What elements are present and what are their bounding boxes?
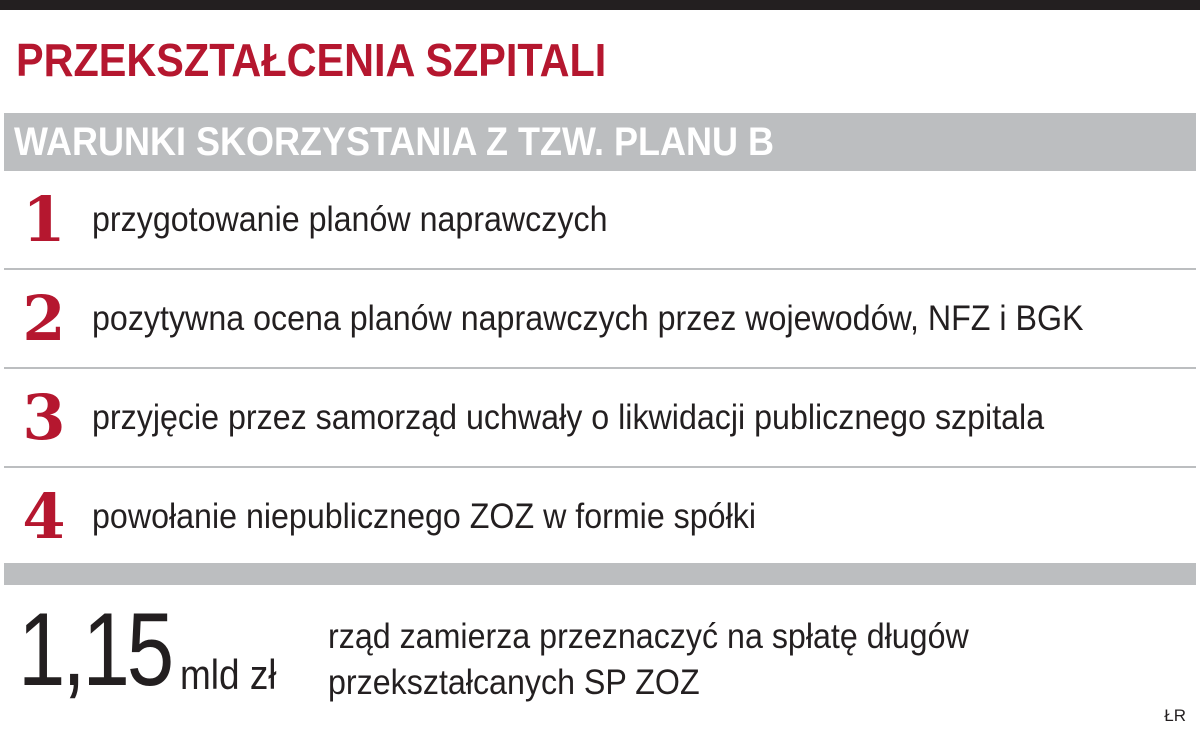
step-text: powołanie niepublicznego ZOZ w formie spółki (92, 497, 757, 536)
step-number: 1 (22, 183, 66, 256)
step-number: 2 (22, 282, 66, 355)
step-number: 4 (22, 480, 66, 553)
stat-unit: mld zł (180, 651, 277, 698)
step-row-1 (4, 171, 1196, 270)
stat-description-line: przekształcanych SP ZOZ (328, 663, 700, 702)
step-text: przygotowanie planów naprawczych (92, 200, 608, 239)
step-row-3 (4, 369, 1196, 468)
page-title: PRZEKSZTAŁCENIA SZPITALI (16, 34, 607, 86)
step-text: pozytywna ocena planów naprawczych przez wojewodów, NFZ i BGK (92, 299, 1084, 338)
step-row-4 (4, 468, 1196, 567)
step-row-2 (4, 270, 1196, 369)
top-rule (0, 0, 1200, 10)
step-number: 3 (22, 381, 66, 454)
step-text: przyjęcie przez samorząd uchwały o likwidacji publicznego szpitala (92, 398, 1045, 437)
stat-description (328, 614, 1128, 706)
bottom-band (4, 563, 1196, 585)
stat-description-line: rząd zamierza przeznaczyć na spłatę długów (328, 617, 969, 656)
stat-value: 1,15 (18, 592, 171, 708)
author-credit: ŁR (1164, 706, 1186, 725)
section-subtitle: WARUNKI SKORZYSTANIA Z TZW. PLANU B (14, 120, 774, 164)
